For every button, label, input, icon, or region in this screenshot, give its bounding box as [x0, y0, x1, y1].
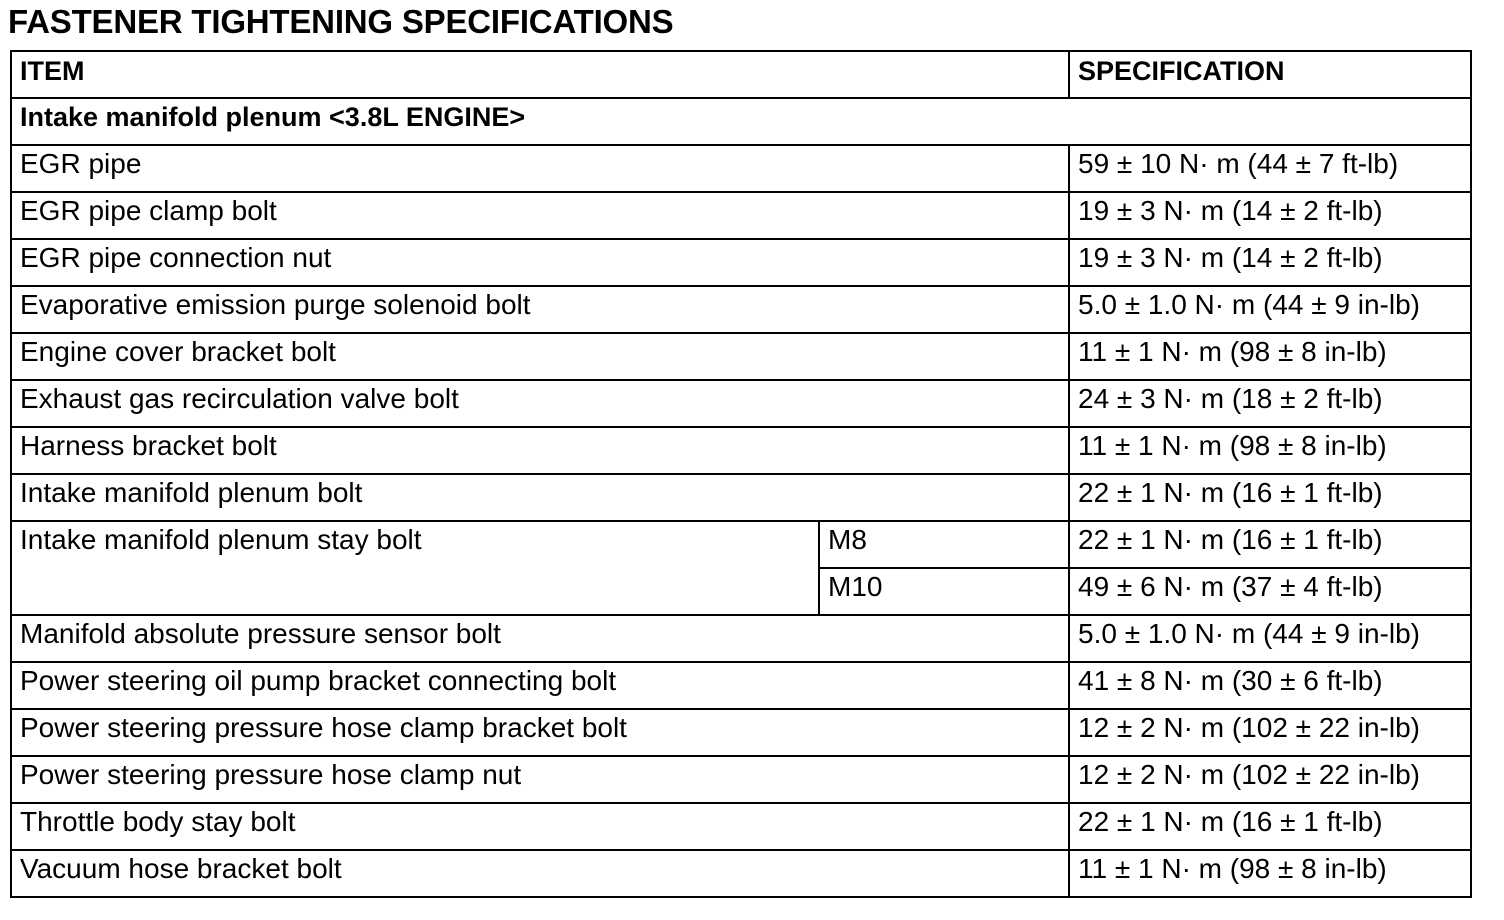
fastener-spec-table: [10, 50, 1472, 898]
item-cell: Exhaust gas recirculation valve bolt: [11, 380, 1069, 427]
item-cell: EGR pipe clamp bolt: [11, 192, 1069, 239]
item-cell: EGR pipe connection nut: [11, 239, 1069, 286]
table-row: [11, 756, 1471, 803]
table-row: [11, 474, 1471, 521]
spec-cell: 11 ± 1 N· m (98 ± 8 in-lb): [1069, 333, 1471, 380]
page-title: FASTENER TIGHTENING SPECIFICATIONS: [8, 3, 674, 40]
spec-cell: 49 ± 6 N· m (37 ± 4 ft-lb): [1069, 568, 1471, 615]
item-cell: Evaporative emission purge solenoid bolt: [11, 286, 1069, 333]
table-row: [11, 615, 1471, 662]
spec-cell: 22 ± 1 N· m (16 ± 1 ft-lb): [1069, 521, 1471, 568]
spec-cell: 12 ± 2 N· m (102 ± 22 in-lb): [1069, 756, 1471, 803]
spec-cell: 5.0 ± 1.0 N· m (44 ± 9 in-lb): [1069, 615, 1471, 662]
item-cell: Power steering oil pump bracket connecting bolt: [11, 662, 1069, 709]
item-cell: Intake manifold plenum stay bolt: [11, 521, 819, 615]
item-cell: EGR pipe: [11, 145, 1069, 192]
item-cell: Engine cover bracket bolt: [11, 333, 1069, 380]
size-cell: M8: [819, 521, 1069, 568]
section-header-row: [11, 98, 1471, 145]
item-cell: Throttle body stay bolt: [11, 803, 1069, 850]
spec-cell: 19 ± 3 N· m (14 ± 2 ft-lb): [1069, 239, 1471, 286]
spec-cell: 12 ± 2 N· m (102 ± 22 in-lb): [1069, 709, 1471, 756]
table-row: [11, 239, 1471, 286]
table-row: [11, 521, 1471, 568]
item-cell: Power steering pressure hose clamp bracket bolt: [11, 709, 1069, 756]
specification-column-header: SPECIFICATION: [1069, 51, 1471, 98]
spec-cell: 24 ± 3 N· m (18 ± 2 ft-lb): [1069, 380, 1471, 427]
table-row: [11, 709, 1471, 756]
section-title: Intake manifold plenum <3.8L ENGINE>: [11, 98, 1471, 145]
spec-cell: 11 ± 1 N· m (98 ± 8 in-lb): [1069, 427, 1471, 474]
size-cell: M10: [819, 568, 1069, 615]
item-cell: Vacuum hose bracket bolt: [11, 850, 1069, 897]
table-row: [11, 286, 1471, 333]
table-row: [11, 850, 1471, 897]
table-row: [11, 427, 1471, 474]
spec-cell: 11 ± 1 N· m (98 ± 8 in-lb): [1069, 850, 1471, 897]
item-column-header: ITEM: [11, 51, 1069, 98]
item-cell: Harness bracket bolt: [11, 427, 1069, 474]
spec-cell: 5.0 ± 1.0 N· m (44 ± 9 in-lb): [1069, 286, 1471, 333]
item-cell: Intake manifold plenum bolt: [11, 474, 1069, 521]
spec-cell: 22 ± 1 N· m (16 ± 1 ft-lb): [1069, 474, 1471, 521]
table-header-row: [11, 51, 1471, 98]
table-row: [11, 333, 1471, 380]
table-row: [11, 803, 1471, 850]
table-row: [11, 662, 1471, 709]
table-row: [11, 380, 1471, 427]
item-cell: Manifold absolute pressure sensor bolt: [11, 615, 1069, 662]
table-row: [11, 145, 1471, 192]
spec-cell: 41 ± 8 N· m (30 ± 6 ft-lb): [1069, 662, 1471, 709]
spec-cell: 59 ± 10 N· m (44 ± 7 ft-lb): [1069, 145, 1471, 192]
spec-cell: 19 ± 3 N· m (14 ± 2 ft-lb): [1069, 192, 1471, 239]
spec-cell: 22 ± 1 N· m (16 ± 1 ft-lb): [1069, 803, 1471, 850]
item-cell: Power steering pressure hose clamp nut: [11, 756, 1069, 803]
table-row: [11, 192, 1471, 239]
